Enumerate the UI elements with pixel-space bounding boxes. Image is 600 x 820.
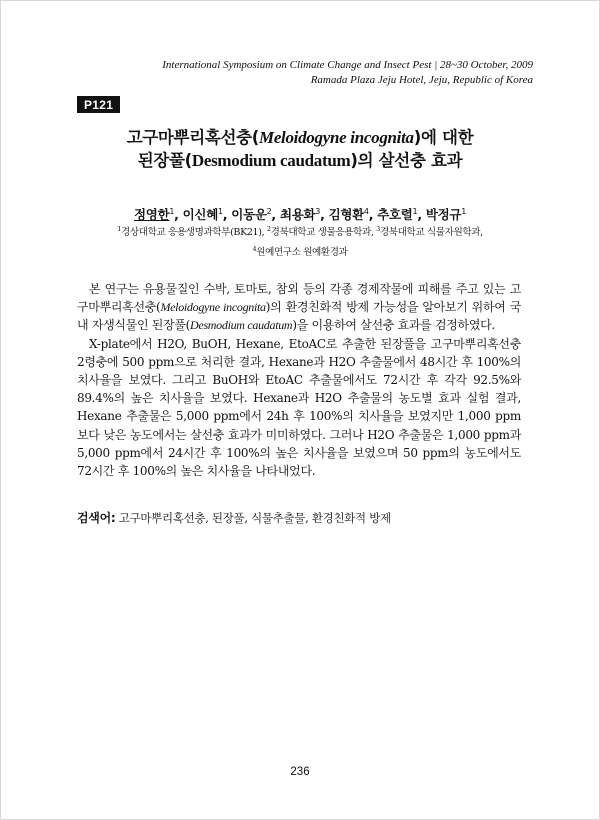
author-affiliation-mark: 1 — [169, 206, 175, 216]
author-name: 이동운 — [231, 207, 267, 222]
affiliation-text: 경북대학교 생물응용학과, — [270, 227, 377, 239]
author-affiliation-mark: 2 — [266, 206, 272, 216]
paper-title — [60, 126, 540, 172]
scientific-name: Desmodium caudatum — [190, 318, 293, 333]
header-separator: | — [431, 59, 440, 71]
author-affiliation-mark: 1 — [217, 206, 223, 216]
title-scientific-name: Meloidogyne incognita — [259, 128, 414, 147]
conference-date: 28~30 October, 2009 — [439, 59, 533, 71]
author-name: 박정규 — [425, 207, 462, 222]
affiliation-line-1 — [60, 221, 540, 241]
affiliation-mark: 3 — [376, 225, 380, 233]
affiliation-mark: 4 — [252, 245, 257, 254]
author-name: 김형환 — [328, 207, 364, 222]
affiliation-mark: 1 — [117, 225, 122, 233]
poster-id-badge: P121 — [77, 96, 120, 113]
author-affiliation-mark: 4 — [363, 206, 369, 216]
title-text: 고구마뿌리혹선충( — [126, 128, 259, 147]
conference-header — [162, 58, 533, 88]
abstract-paragraph-1 — [77, 280, 521, 335]
scientific-name: Meloidogyne incognita — [160, 300, 266, 315]
affiliations — [60, 221, 540, 261]
author-affiliation-mark: 1 — [412, 206, 418, 216]
title-scientific-name: Desmodium caudatum — [191, 151, 351, 170]
title-text: )의 살선충 효과 — [350, 151, 463, 170]
keywords — [77, 509, 521, 526]
author-name: 정영한 — [134, 207, 170, 222]
conference-venue: Ramada Plaza Jeju Hotel, Jeju, Republic of Korea — [310, 74, 533, 86]
title-line-2 — [60, 149, 540, 172]
title-text: )에 대한 — [413, 128, 474, 147]
author-name: 추호렬 — [377, 207, 413, 222]
author-affiliation-mark: 1 — [461, 206, 466, 216]
conference-line-1 — [162, 58, 533, 73]
affiliation-mark: 2 — [266, 225, 271, 233]
abstract-paragraph-2: X-plate에서 H2O, BuOH, Hexane, EtoAC로 추출한 된장풀을 고구마뿌리혹선충 2령충에 500 ppm으로 처리한 결과, Hexane과 H2O 추출물에서 48시간 후 100%의 치사율을 보였다. 그리고 BuOH와 EtoAC 추출물에서도 72시간 후 각각 92.5%와 89.4%의 높은 치사율을 보였다. Hexane과 H2O 추출물의 농도별 효과 실험 결과, Hexane 추출물은 5,000 ppm에서 24h 후 100%의 치사율을 보였지만 1,000 ppm보다 낮은 농도에서는 살선충 효과가 미미하였다. 그러나 H2O 추출물은 1,000 ppm과 5,000 ppm에서 24시간 후 100%의 높은 치사율을 보였으며 50 ppm의 농도에서도 72시간 후 100%의 높은 치사율을 나타내었다. — [77, 336, 521, 479]
conference-name: International Symposium on Climate Change and Insect Pest — [162, 59, 432, 71]
title-line-1 — [60, 126, 540, 149]
affiliation-text: 원예연구소 원예환경과 — [256, 247, 348, 259]
abstract-text: 본 연구는 유용물질인 수박, 토마토, 참외 등의 각종 경제작물에 피해를 주고 있는 고구마뿌리혹선충( — [77, 282, 521, 315]
abstract-text: )을 이용하여 살선충 효과를 검정하였다. — [292, 318, 495, 333]
keywords-label: 검색어: — [77, 511, 116, 525]
author-name: 최용화 — [279, 207, 316, 222]
author-affiliation-mark: 3 — [315, 206, 321, 216]
page-number: 236 — [290, 766, 310, 778]
affiliation-text: 경상대학교 응용생명과학부(BK21), — [121, 227, 267, 239]
affiliation-line-2 — [60, 241, 540, 261]
keywords-text: 고구마뿌리혹선충, 된장풀, 식물추출물, 환경친화적 방제 — [115, 511, 391, 525]
abstract-body — [77, 280, 521, 480]
author-list: 정영한$^1$, 이신혜$^1$, 이동운$^2$, 최용화$^3$, 김형환$^4$, 추호렬$^1$, 박정규$^1$ — [134, 206, 466, 222]
title-text: 된장풀( — [137, 151, 192, 170]
affiliation-text: 경북대학교 식물자원학과, — [379, 227, 483, 239]
abstract-text: )의 환경친화적 방제 가능성을 알아보기 위하여 국내 자생식물인 된장풀( — [77, 300, 522, 333]
author-name: 이신혜 — [182, 207, 218, 222]
